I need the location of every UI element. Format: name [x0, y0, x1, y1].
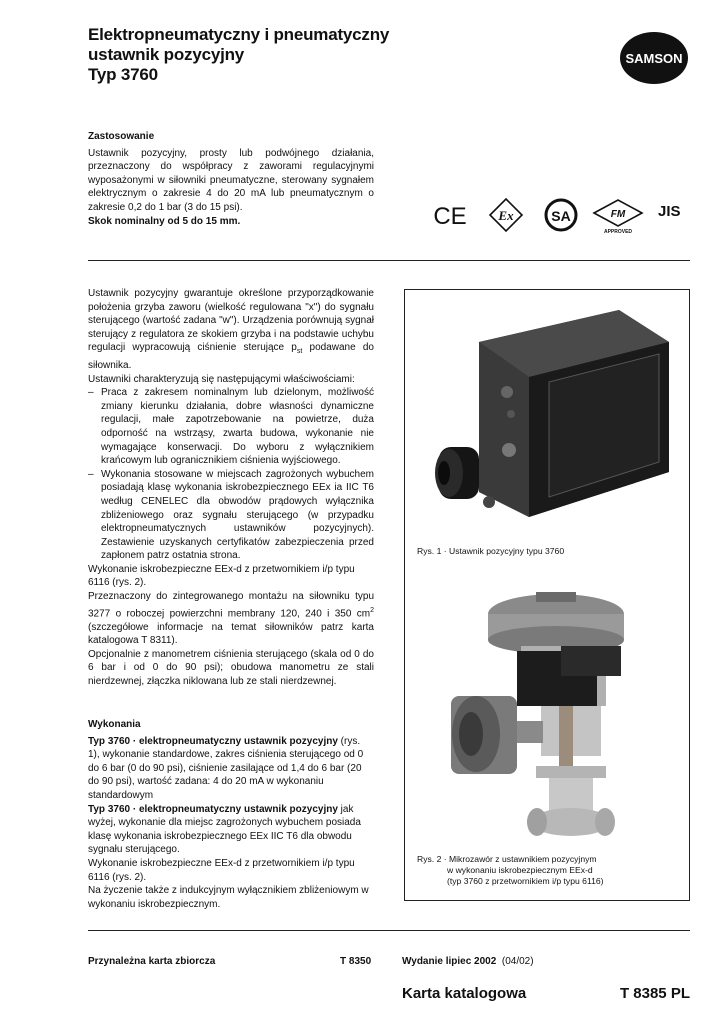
ex-mark-icon — [488, 197, 524, 233]
logo-text: SAMSON — [625, 51, 683, 66]
footer-divider — [88, 930, 690, 931]
versions-section — [88, 718, 374, 911]
application-section — [88, 130, 374, 228]
title-line-1: Elektropneumatyczny i pneumatyczny — [88, 25, 390, 44]
intro-text: Ustawnik pozycyjny gwarantuje określone przyporządkowanie położenia grzyba zaworu (wielkość regulowana "x") do sygnału sterującego (wartość zadana "w"). Urządzenia porównują sygnał sterujący z regulatora ze skokiem grzyba i na podstawie uchybu regulacji wypracowują ciśnienie sterujące $p_{st}$ podawane do siłownika. — [88, 288, 374, 371]
svg-text:Ex: Ex — [498, 208, 514, 223]
application-text: Ustawnik pozycyjny, prosty lub podwójnego działania, przeznaczony do współpracy z zaworami regulacyjnymi wyposażonymi w siłowniki pneumatyczne, sterowany sygnałem elektrycznym o zakresie 4 do 20 mA lub pneumatycznym o zakresie 0,2 do 1 bar (3 do 15 psi). — [88, 147, 374, 213]
ce-mark-icon — [432, 197, 468, 233]
gauge-text: Opcjonalnie z manometrem ciśnienia sterującego (skala od 0 do 6 bar i od 0 do 90 psi); obudowa manometru ze stali nierdzewnej, złączka niklowana lub ze stali nierdzewnej. — [88, 648, 374, 687]
fm-mark-icon — [590, 197, 646, 233]
sheet-code: T 8385 PL — [619, 985, 690, 1002]
document-title — [88, 25, 389, 85]
figure-2-caption: Rys. 2 · Mikrozawór z ustawnikiem pozycyjnym w wykonaniu iskrobezpiecznym EEx-d (typ 3760 z przetwornikiem i/p typu 6116) — [417, 854, 604, 887]
title-line-3: Typ 3760 — [88, 65, 158, 84]
versions-heading: Wykonania — [88, 719, 141, 730]
related-code: T 8350 — [340, 956, 372, 967]
mount-text: Przeznaczony do zintegrowanego montażu na siłowniku typu 3277 o roboczej powierzchni membrany 120, 240 i 350 $cm^2$ (szczegółowe informacje na temat siłowników patrz karta katalogowa T 8311). — [88, 591, 374, 647]
figure-panel — [404, 289, 690, 901]
version-3: Wykonanie iskrobezpieczne EEx-d z przetwornikiem i/p typu 6116 (rys. 2). — [88, 857, 355, 883]
feature-item: – Wykonania stosowane w miejscach zagrożonych wybuchem posiadają klasę wykonania iskrobezpiecznego EEx ia IIC T6 według CENELEC dla obwodów prądowych wyłącznika zbliżeniowego oraz sygnału sterującego (w przypadku elektropneumatycznych ustawników pozycyjnych). Zestawienie uzyskanych certyfikatów zabezpieczenia przed zapłonem patrz ostatnia strona. — [88, 468, 374, 563]
version-1: Typ 3760 · elektropneumatyczny ustawnik pozycyjny (rys. 1), wykonanie standardowe, zakres ciśnienia sterującego od 0 do 6 bar (0 do 90 psi), ciśnienie zasilające od 1,4 do 6 bar (20 do 90 psi), wartość zadana: 4 do 20 mA w wykonaniu standardowym — [88, 735, 364, 801]
sheet-label: Karta katalogowa — [402, 985, 527, 1002]
samson-logo — [618, 30, 690, 86]
features-list — [88, 386, 374, 563]
svg-text:SA: SA — [551, 208, 571, 224]
application-heading: Zastosowanie — [88, 131, 155, 142]
svg-text:APPROVED: APPROVED — [603, 229, 633, 235]
description-column — [88, 287, 374, 689]
positioner-image — [419, 302, 679, 538]
figure-1-caption: Rys. 1 · Ustawnik pozycyjny typu 3760 — [417, 546, 565, 556]
edition-info: Wydanie lipiec 2002 (04/02) — [402, 956, 534, 967]
eex-note: Wykonanie iskrobezpieczne EEx-d z przetwornikiem i/p typu 6116 (rys. 2). — [88, 563, 355, 589]
version-2: Typ 3760 · elektropneumatyczny ustawnik pozycyjny jak wyżej, wykonanie dla miejsc zagrożonych wybuchem posiada klasę wykonania iskrobezpiecznego EEx IIC T6 dla obwodu sygnału sterującego. — [88, 803, 361, 856]
jis-mark: JIS — [658, 203, 681, 220]
csa-mark-icon — [544, 197, 580, 233]
svg-text:FM: FM — [610, 209, 626, 220]
stroke-text: Skok nominalny od 5 do 15 mm. — [88, 215, 241, 227]
feature-item: – Praca z zakresem nominalnym lub dzielonym, możliwość zmiany kierunku działania, dobre własności dynamiczne regulacji, małe zapotrzebowanie na powietrze, duża odporność na wstrząsy, zwarta budowa, wykonanie nie wymagające konserwacji. Do wyboru z wyłącznikiem krańcowym lub ogranicznikiem ciśnienia wyjściowego. — [88, 386, 374, 468]
related-label: Przynależna karta zbiorcza — [88, 956, 216, 967]
features-lead: Ustawniki charakteryzują się następującymi właściwościami: — [88, 373, 355, 385]
title-line-2: ustawnik pozycyjny — [88, 45, 245, 64]
version-4: Na życzenie także z indukcyjnym wyłącznikiem zbliżeniowym w wykonaniu iskrobezpiecznym. — [88, 885, 369, 910]
svg-text:CE: CE — [433, 203, 467, 230]
section-divider — [88, 260, 690, 261]
micro-valve-image — [441, 586, 661, 842]
